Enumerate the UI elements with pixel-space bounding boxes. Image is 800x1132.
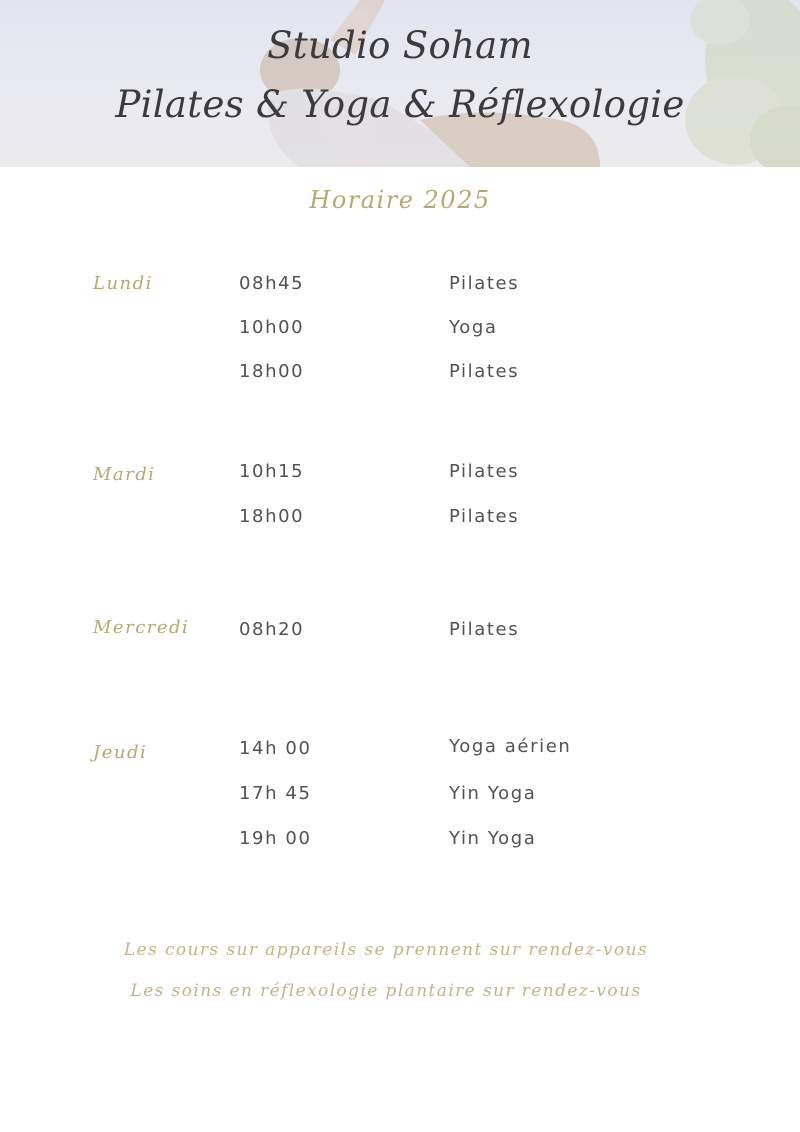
session-time: 08h20 [239,619,305,640]
session-course: Pilates [449,461,520,482]
session-course: Yoga [449,317,498,338]
day-label-jeudi: Jeudi [93,742,148,763]
session-time: 08h45 [239,273,305,294]
session-course: Pilates [449,619,520,640]
session-course: Pilates [449,273,520,294]
session-time: 19h 00 [239,828,312,849]
studio-name: Studio Soham [267,24,533,67]
session-time: 14h 00 [239,738,312,759]
header-banner [0,0,800,167]
session-course: Pilates [449,361,520,382]
session-course: Pilates [449,506,520,527]
session-course: Yin Yoga [449,828,537,849]
appointment-note: Les cours sur appareils se prennent sur rendez-vous [123,940,649,960]
schedule-year-heading: Horaire 2025 [309,186,491,214]
day-label-mercredi: Mercredi [93,617,190,638]
session-time: 18h00 [239,506,305,527]
session-course: Yin Yoga [449,783,537,804]
studio-disciplines: Pilates & Yoga & Réflexologie [115,83,685,126]
day-label-mardi: Mardi [93,464,156,485]
session-time: 17h 45 [239,783,312,804]
session-time: 10h00 [239,317,305,338]
session-time: 10h15 [239,461,305,482]
day-label-lundi: Lundi [93,273,153,294]
reflexology-note: Les soins en réflexologie plantaire sur rendez-vous [130,981,642,1001]
session-time: 18h00 [239,361,305,382]
session-course: Yoga aérien [449,736,572,757]
